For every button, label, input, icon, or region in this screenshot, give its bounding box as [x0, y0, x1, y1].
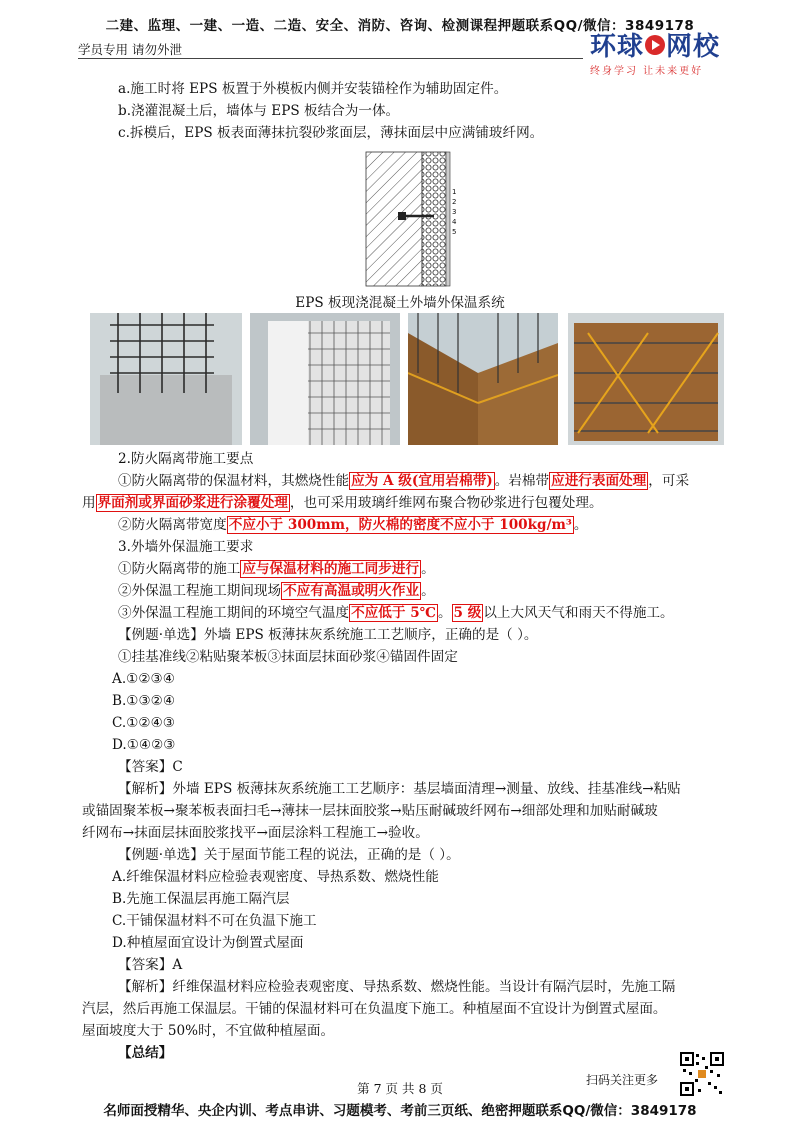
diagram-legend: 1 2 3 4 5: [452, 188, 457, 236]
example-2-explanation: 汽层，然后再施工保温层。干铺的保温材料可在负温度下施工。种植屋面不宜设计为倒置式屋面。: [82, 1001, 667, 1017]
example-1-option-d: D.①④②③: [112, 737, 176, 753]
example-2-explanation: 屋面坡度大于 50%时，不宜做种植屋面。: [82, 1023, 335, 1039]
brand-logo: 环球 网校 终身学习 让未来更好: [590, 33, 740, 77]
key-point: 不应小于 300mm，防火棉的密度不应小于 100kg/m³: [228, 517, 572, 533]
photo-formwork-corner: [408, 313, 558, 445]
example-2-option-a: A.纤维保温材料应检验表观密度、导热系数、燃烧性能: [112, 869, 439, 885]
step-c: c.拆模后，EPS 板表面薄抹抗裂砂浆面层，薄抹面层中应满铺玻纤网。: [118, 125, 544, 141]
example-1-explanation: 或锚固聚苯板→聚苯板表面扫毛→薄抹一层抹面胶浆→贴压耐碱玻纤网布→细部处理和加贴耐碱玻: [82, 803, 658, 819]
example-1-items: ①挂基准线②粘贴聚苯板③抹面层抹面砂浆④锚固件固定: [118, 649, 458, 665]
photo-mesh-wall: [250, 313, 400, 445]
example-2-explanation: 【解析】纤维保温材料应检验表观密度、导热系数、燃烧性能。当设计有隔汽层时，先施工隔: [118, 979, 676, 995]
example-1-question: 【例题·单选】外墙 EPS 板薄抹灰系统施工工艺顺序，正确的是（ ）。: [118, 627, 538, 643]
example-1-option-a: A.①②③④: [112, 671, 175, 687]
example-1-option-c: C.①②④③: [112, 715, 175, 731]
example-2-answer: 【答案】A: [118, 957, 183, 973]
example-2-option-b: B.先施工保温层再施工隔汽层: [112, 891, 290, 907]
key-point: 应进行表面处理: [551, 473, 647, 489]
example-2-option-d: D.种植屋面宜设计为倒置式屋面: [112, 935, 304, 951]
section-3-item-1: ①防火隔离带的施工 应与保温材料的施工同步进行 。: [118, 561, 435, 577]
section-2-item-1: ①防火隔离带的保温材料，其燃烧性能 应为 A 级(宜用岩棉带) 。岩棉带 应进行表面处理 ，可采: [118, 473, 690, 489]
section-2-item-2: ②防火隔离带宽度 不应小于 300mm，防火棉的密度不应小于 100kg/m³ 。: [118, 517, 588, 533]
section-2-item-1-cont: 用 界面剂或界面砂浆进行涂覆处理 ，也可采用玻璃纤维网布聚合物砂浆进行包覆处理。: [82, 495, 603, 511]
figure-caption: EPS 板现浇混凝土外墙外保温系统: [295, 295, 505, 311]
example-1-answer: 【答案】C: [118, 759, 183, 775]
section-2-title: 2.防火隔离带施工要点: [118, 451, 254, 467]
example-1-option-b: B.①③②④: [112, 693, 176, 709]
construction-photos: [90, 313, 724, 445]
key-point: 应为 A 级(宜用岩棉带): [351, 473, 493, 489]
eps-section-diagram: [362, 150, 462, 290]
photo-rebar-column: [90, 313, 242, 445]
key-point: 不应有高温或明火作业: [283, 583, 420, 599]
key-point: 不应低于 5℃: [351, 605, 436, 621]
step-b: b.浇灌混凝土后，墙体与 EPS 板结合为一体。: [118, 103, 400, 119]
page-number: 第 7 页 共 8 页: [357, 1081, 443, 1096]
example-1-explanation: 纤网布→抹面层抹面胶浆找平→面层涂料工程施工→验收。: [82, 825, 429, 841]
brand-slogan: 终身学习 让未来更好: [590, 66, 704, 77]
key-point: 5 级: [453, 605, 482, 621]
play-icon: [645, 35, 665, 55]
key-point: 应与保温材料的施工同步进行: [242, 561, 420, 577]
section-3-item-2: ②外保温工程施工期间现场 不应有高温或明火作业 。: [118, 583, 435, 599]
example-2-question: 【例题·单选】关于屋面节能工程的说法，正确的是（ ）。: [118, 847, 460, 863]
header-note: 学员专用 请勿外泄: [78, 42, 182, 57]
scan-prompt: 扫码关注更多: [586, 1073, 659, 1087]
photo-braced-formwork: [568, 313, 724, 445]
footer-banner: 名师面授精华、央企内训、考点串讲、习题模考、考前三页纸、绝密押题联系QQ/微信：3849178: [103, 1103, 697, 1119]
example-2-option-c: C.干铺保温材料不可在负温下施工: [112, 913, 317, 929]
section-3-item-3: ③外保温工程施工期间的环境空气温度 不应低于 5℃ 。 5 级 以上大风天气和雨天不得施工。: [118, 605, 674, 621]
key-point: 界面剂或界面砂浆进行涂覆处理: [97, 495, 288, 511]
summary-heading: 【总结】: [118, 1045, 173, 1061]
step-a: a.施工时将 EPS 板置于外模板内侧并安装锚栓作为辅助固定件。: [118, 81, 508, 97]
example-1-explanation: 【解析】外墙 EPS 板薄抹灰系统施工工艺顺序：基层墙面清理→测量、放线、挂基准线→粘贴: [118, 781, 681, 797]
header-divider: [78, 58, 583, 59]
section-3-title: 3.外墙外保温施工要求: [118, 539, 254, 555]
header-banner: 二建、监理、一建、一造、二造、安全、消防、咨询、检测课程押题联系QQ/微信：3849178: [105, 18, 695, 34]
